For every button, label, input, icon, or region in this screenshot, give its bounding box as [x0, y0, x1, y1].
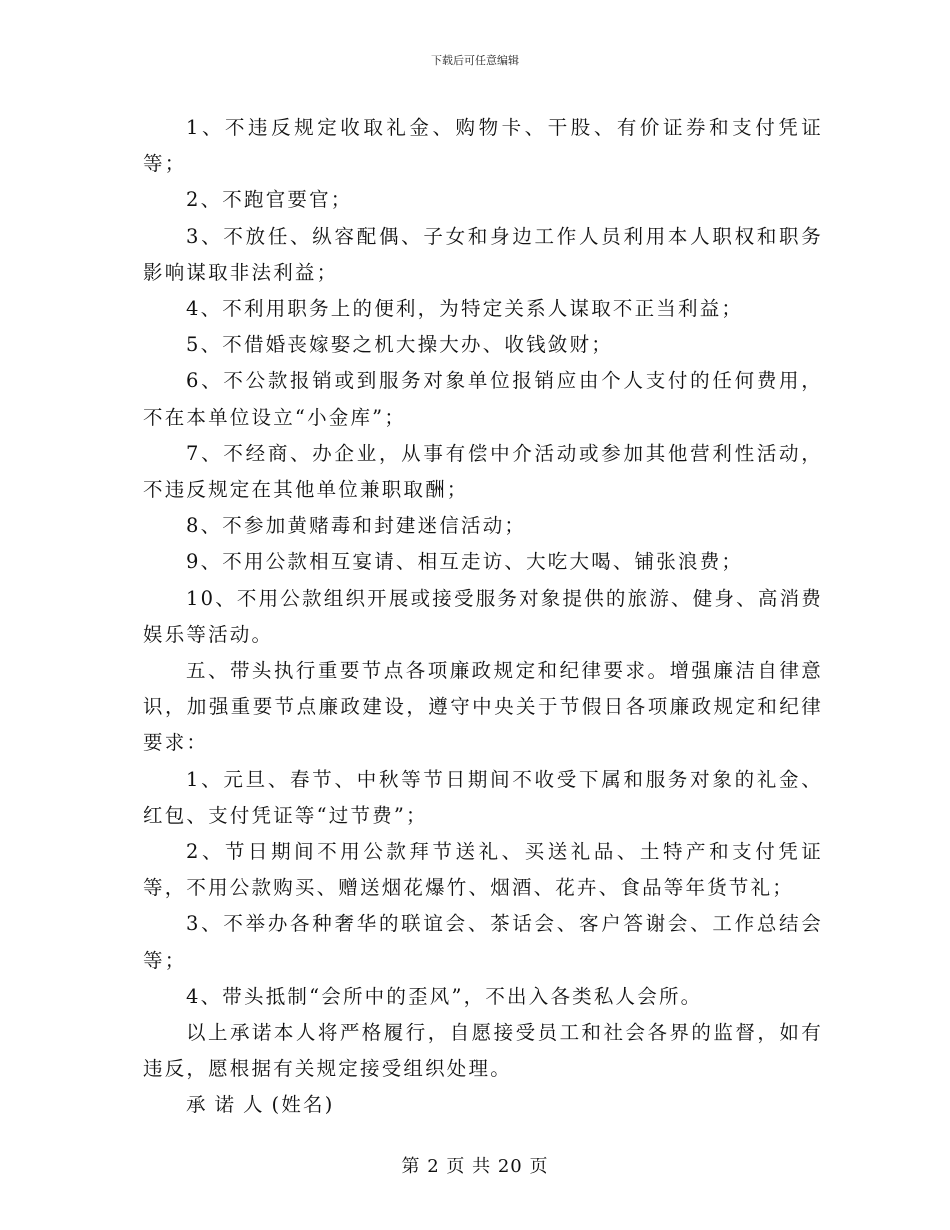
holiday-clause-2: 2、节日期间不用公款拜节送礼、买送礼品、土特产和支付凭证等，不用公款购买、赠送烟花爆竹、烟酒、花卉、食品等年货节礼；: [143, 840, 823, 900]
page-header-note: 下载后可任意编辑: [431, 54, 519, 67]
clause-7: 7、不经商、办企业，从事有偿中介活动或参加其他营利性活动，不违反规定在其他单位兼职取酬；: [143, 441, 823, 502]
holiday-clause-3: 3、不举办各种奢华的联谊会、茶话会、客户答谢会、工作总结会等；: [143, 912, 823, 972]
clause-3: 3、不放任、纵容配偶、子女和身边工作人员利用本人职权和职务影响谋取非法利益；: [143, 224, 823, 284]
clause-2: 2、不跑官要官；: [186, 188, 353, 212]
clause-4: 4、不利用职务上的便利，为特定关系人谋取不正当利益；: [186, 297, 744, 321]
clause-5: 5、不借婚丧嫁娶之机大操大办、收钱敛财；: [186, 333, 613, 357]
clause-9: 9、不用公款相互宴请、相互走访、大吃大喝、铺张浪费；: [186, 550, 744, 574]
clause-10: 10、不用公款组织开展或接受服务对象提供的旅游、健身、高消费娱乐等活动。: [143, 586, 823, 646]
clause-1: 1、不违反规定收取礼金、购物卡、干股、有价证券和支付凭证等；: [143, 116, 823, 176]
page-number: 第 2 页 共 20 页: [401, 1156, 549, 1177]
holiday-clause-1: 1、元旦、春节、中秋等节日期间不收受下属和服务对象的礼金、红包、支付凭证等“过节费”；: [143, 767, 823, 827]
document-body: [143, 110, 823, 1124]
signature-label: 承诺人: [186, 1093, 272, 1117]
clause-6: 6、不公款报销或到服务对象单位报销应由个人支付的任何费用，不在本单位设立“小金库”；: [143, 369, 823, 429]
clause-8: 8、不参加黄赌毒和封建迷信活动；: [186, 514, 527, 538]
signature-name-hint: (姓名): [271, 1093, 335, 1117]
holiday-clause-4: 4、带头抵制“会所中的歪风”，不出入各类私人会所。: [186, 984, 703, 1008]
commitment-statement: 以上承诺本人将严格履行，自愿接受员工和社会各界的监督，如有违反，愿根据有关规定接受组织处理。: [143, 1021, 823, 1081]
signature-line: [143, 1087, 823, 1123]
section-five-heading: 五、带头执行重要节点各项廉政规定和纪律要求。增强廉洁自律意识，加强重要节点廉政建设，遵守中央关于节假日各项廉政规定和纪律要求：: [143, 659, 823, 755]
